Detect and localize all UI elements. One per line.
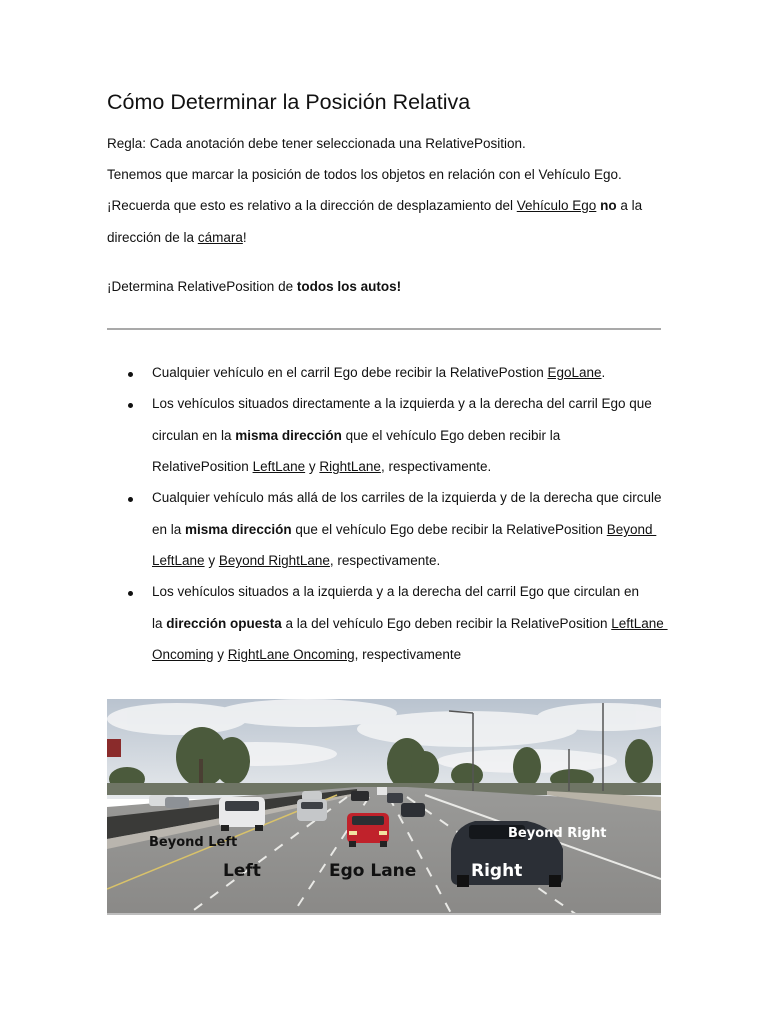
bullet-dot (128, 591, 133, 596)
determine-emphasis: todos los autos! (296, 279, 402, 294)
bullet-3-text-mid: que el vehículo Ego debe recibir la RelativePosition (291, 522, 607, 537)
beyond-right-label: Beyond Right (508, 826, 607, 841)
beyond-leftlane-link[interactable]: Beyond (606, 522, 657, 537)
direction-text (107, 230, 247, 245)
white-suv (219, 797, 265, 831)
bullet-4-text: la (152, 616, 167, 631)
remember-text (107, 198, 642, 213)
leftlane-oncoming-link-cont[interactable]: Oncoming (152, 647, 214, 662)
rightlane-oncoming-link[interactable]: RightLane Oncoming (227, 647, 355, 662)
bullet-4-line-2 (152, 616, 668, 631)
conjunction: y (305, 459, 320, 474)
sign (107, 739, 121, 757)
bullet-3-emphasis: misma dirección (185, 522, 292, 537)
camara-link[interactable]: cámara (197, 230, 243, 245)
direction-part: dirección de la (107, 230, 198, 245)
silver-car (297, 799, 327, 821)
road (107, 787, 661, 915)
bullet-4-line-1: Los vehículos situados a la izquierda y a la derecha del carril Ego que circulan en (152, 584, 640, 599)
vehiculo-ego-link[interactable]: Vehículo Ego (516, 198, 597, 213)
red-car (347, 813, 389, 847)
bullet-4-emphasis: dirección opuesta (166, 616, 282, 631)
mark-position-sentence: Tenemos que marcar la posición de todos los objetos en relación con el Vehículo Ego. (107, 167, 622, 182)
bullet-1-text: Cualquier vehículo en el carril Ego debe recibir la RelativePostion (152, 365, 548, 380)
bullet-2-suffix: , respectivamente. (380, 459, 492, 474)
egolane-link[interactable]: EgoLane (547, 365, 602, 380)
determine-part: ¡Determina RelativePosition de (107, 279, 297, 294)
section-divider (107, 328, 661, 330)
rightlane-link[interactable]: RightLane (319, 459, 381, 474)
bullet-dot (128, 403, 133, 408)
bullet-2-line-1: Los vehículos situados directamente a la izquierda y a la derecha del carril Ego que (152, 396, 652, 411)
beyond-leftlane-link-cont[interactable]: LeftLane (152, 553, 205, 568)
remember-part: ¡Recuerda que esto es relativo a la dirección de desplazamiento del (107, 198, 517, 213)
bullet-2-text-end: que el vehículo Ego deben recibir la (341, 428, 561, 443)
bullet-3-line-2 (152, 522, 656, 537)
left-label: Left (223, 861, 261, 881)
remember-emphasis: no (600, 198, 617, 213)
bullet-dot (128, 497, 133, 502)
bullet-2-emphasis: misma dirección (235, 428, 342, 443)
direction-part-end: ! (242, 230, 247, 245)
bullet-2-line-2 (152, 428, 560, 443)
beyond-rightlane-link[interactable]: Beyond RightLane (218, 553, 330, 568)
bullet-4-text-mid: a la del vehículo Ego deben recibir la RelativePosition (281, 616, 612, 631)
bullet-dot (128, 372, 133, 377)
leftlane-link[interactable]: LeftLane (252, 459, 306, 474)
bullet-3-line-1: Cualquier vehículo más allá de los carriles de la izquierda y de la derecha que circule (152, 490, 662, 505)
bullet-3-text: en la (152, 522, 186, 537)
conjunction: y (213, 647, 228, 662)
determine-text (107, 279, 401, 294)
bullet-2-text: circulan en la (152, 428, 236, 443)
bullet-4-line-3 (152, 647, 461, 662)
highway-photo (107, 699, 661, 915)
ego-lane-label: Ego Lane (329, 861, 417, 881)
bullet-3-line-3 (152, 553, 440, 568)
highway-illustration (107, 699, 661, 915)
rule-sentence: Regla: Cada anotación debe tener seleccionada una RelativePosition. (107, 136, 526, 151)
leftlane-oncoming-link[interactable]: LeftLane (611, 616, 668, 631)
bullet-1-end: . (601, 365, 606, 380)
conjunction: y (204, 553, 219, 568)
bullet-2-prefix: RelativePosition (152, 459, 253, 474)
beyond-left-label: Beyond Left (149, 835, 238, 850)
remember-part-end: a la (616, 198, 643, 213)
rule-text (107, 136, 526, 151)
bullet-3-suffix: , respectivamente. (329, 553, 441, 568)
bullet-4-suffix: , respectivamente (354, 647, 462, 662)
bullet-2-line-3 (152, 459, 491, 474)
bullet-1-line-1 (152, 365, 605, 380)
mark-position-text (107, 167, 622, 182)
page-title: Cómo Determinar la Posición Relativa (107, 90, 471, 114)
right-label: Right (471, 861, 523, 881)
